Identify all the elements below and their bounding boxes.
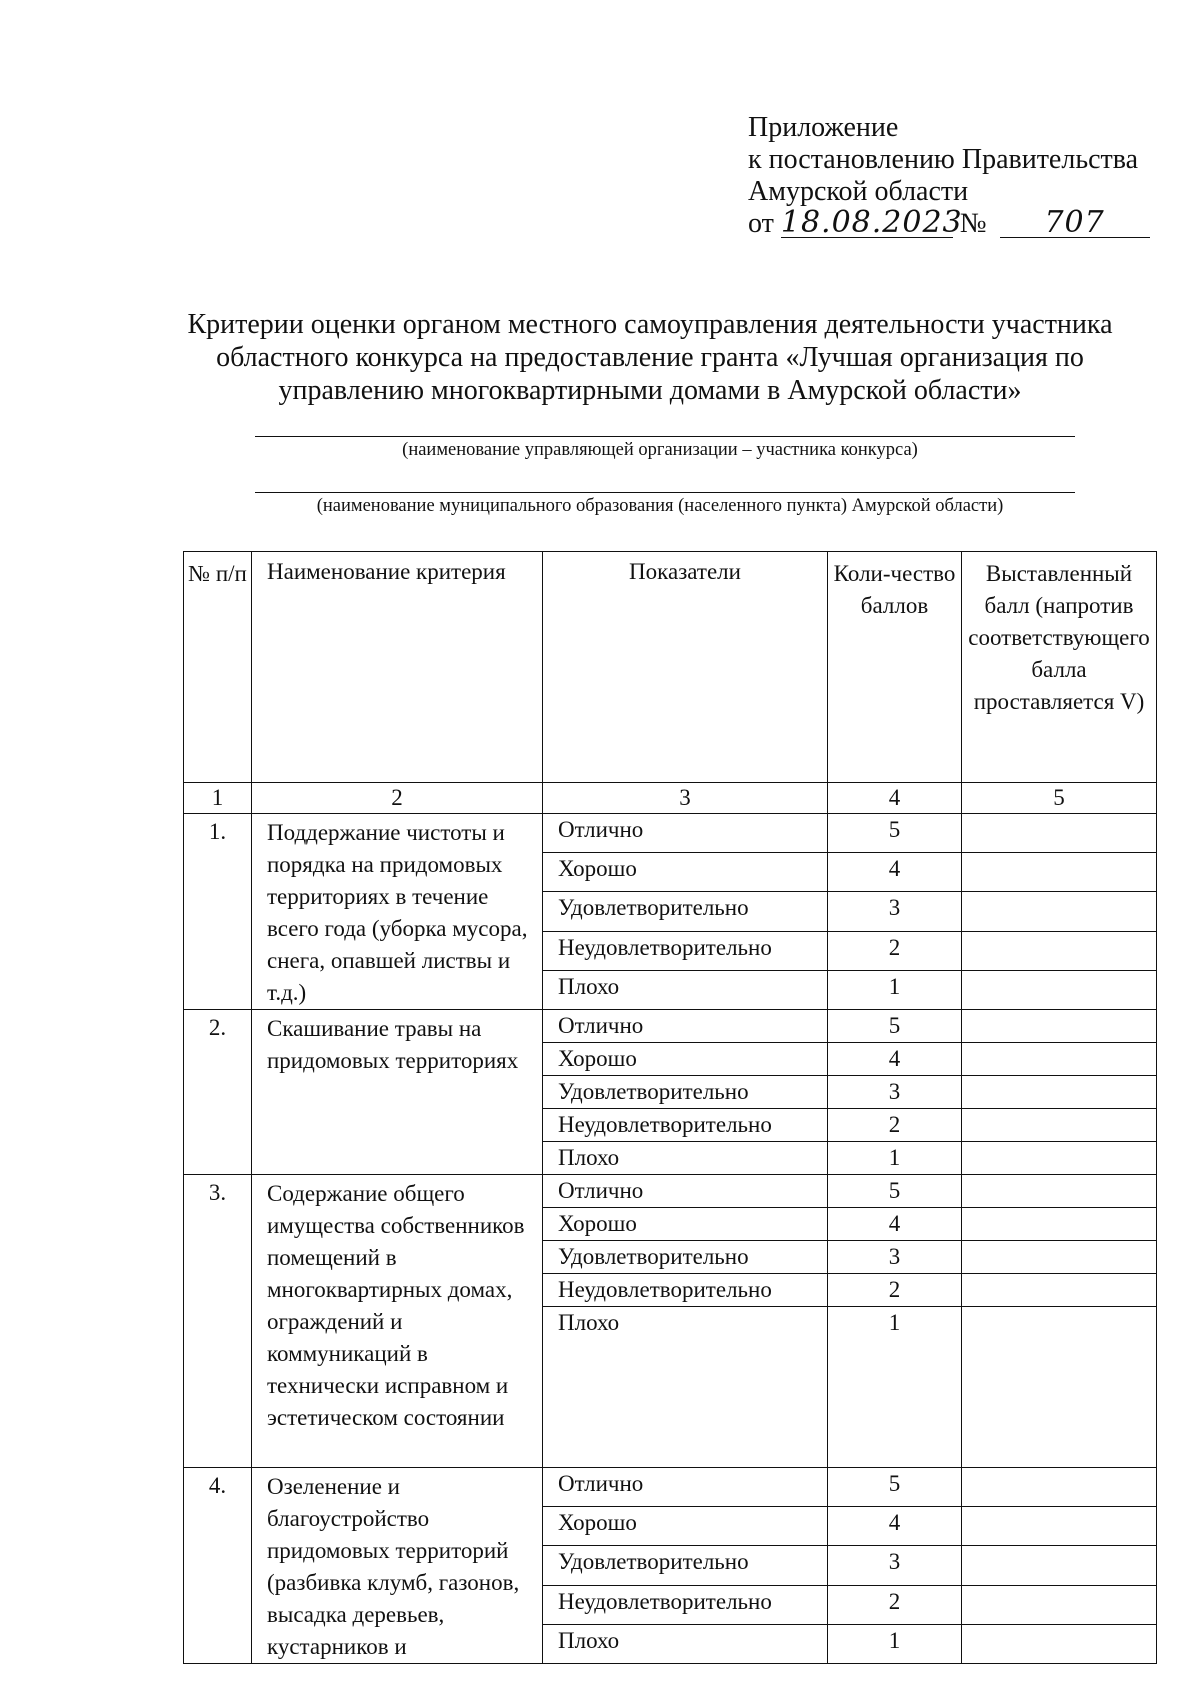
column-number: 2 — [252, 783, 543, 814]
points-value: 4 — [828, 1507, 962, 1546]
indicator-label: Неудовлетворительно — [543, 931, 828, 970]
criterion-name: Озеленение и благоустройство придомовых территорий (разбивка клумб, газонов, высадка деревьев, кустарников и — [252, 1468, 543, 1664]
points-value: 1 — [828, 1307, 962, 1468]
criterion-number: 4. — [184, 1468, 252, 1664]
indicator-label: Плохо — [543, 1142, 828, 1175]
mark-cell[interactable] — [962, 814, 1157, 853]
points-value: 1 — [828, 1624, 962, 1663]
mark-cell[interactable] — [962, 1624, 1157, 1663]
mark-cell[interactable] — [962, 1043, 1157, 1076]
points-value: 5 — [828, 1175, 962, 1208]
points-value: 3 — [828, 1546, 962, 1585]
mark-cell[interactable] — [962, 1546, 1157, 1585]
points-value: 3 — [828, 892, 962, 931]
points-value: 2 — [828, 1109, 962, 1142]
mark-cell[interactable] — [962, 1175, 1157, 1208]
points-value: 5 — [828, 1010, 962, 1043]
municipality-name-line — [255, 492, 1075, 493]
table-row — [184, 1468, 1157, 1507]
points-value: 4 — [828, 1208, 962, 1241]
mark-cell[interactable] — [962, 1307, 1157, 1468]
mark-cell[interactable] — [962, 1076, 1157, 1109]
indicator-label: Хорошо — [543, 1507, 828, 1546]
indicator-label: Хорошо — [543, 853, 828, 892]
table-row — [184, 814, 1157, 853]
table-row — [184, 1175, 1157, 1208]
indicator-label: Отлично — [543, 1010, 828, 1043]
mark-cell[interactable] — [962, 1585, 1157, 1624]
points-value: 5 — [828, 814, 962, 853]
annex-from-label: от — [748, 208, 774, 239]
title-line-3: управлению многоквартирными домами в Амурской области» — [278, 375, 1022, 406]
annex-block — [748, 112, 1168, 240]
points-value: 2 — [828, 931, 962, 970]
points-value: 3 — [828, 1076, 962, 1109]
indicator-label: Плохо — [543, 1307, 828, 1468]
indicator-label: Отлично — [543, 1175, 828, 1208]
points-value: 2 — [828, 1274, 962, 1307]
column-number: 1 — [184, 783, 252, 814]
indicator-label: Хорошо — [543, 1208, 828, 1241]
mark-cell[interactable] — [962, 853, 1157, 892]
annex-date: 18.08.2023 — [780, 205, 963, 240]
indicator-label: Удовлетворительно — [543, 1546, 828, 1585]
indicator-label: Отлично — [543, 814, 828, 853]
indicator-label: Удовлетворительно — [543, 1076, 828, 1109]
annex-line-3: Амурской области — [748, 176, 969, 207]
mark-cell[interactable] — [962, 1010, 1157, 1043]
header-indicators: Показатели — [543, 552, 828, 783]
points-value: 4 — [828, 853, 962, 892]
annex-line-2: к постановлению Правительства — [748, 144, 1139, 175]
header-name: Наименование критерия — [252, 552, 543, 783]
org-name-line — [255, 436, 1075, 437]
points-value: 3 — [828, 1241, 962, 1274]
points-value: 1 — [828, 970, 962, 1009]
column-number: 5 — [962, 783, 1157, 814]
indicator-label: Удовлетворительно — [543, 892, 828, 931]
indicator-label: Плохо — [543, 970, 828, 1009]
annex-number: 707 — [1000, 209, 1150, 238]
annex-title: Приложение — [748, 112, 899, 143]
title-line-2: областного конкурса на предоставление гранта «Лучшая организация по — [216, 342, 1084, 373]
criteria-table — [183, 551, 1157, 1664]
org-name-caption: (наименование управляющей организации – участника конкурса) — [402, 440, 918, 460]
municipality-caption: (наименование муниципального образования (населенного пункта) Амурской области) — [316, 496, 1004, 516]
mark-cell[interactable] — [962, 1507, 1157, 1546]
mark-cell[interactable] — [962, 970, 1157, 1009]
mark-cell[interactable] — [962, 1274, 1157, 1307]
table-header-row — [184, 552, 1157, 783]
column-number: 3 — [543, 783, 828, 814]
annex-number-label: № — [959, 208, 987, 239]
indicator-label: Неудовлетворительно — [543, 1585, 828, 1624]
document-title — [150, 308, 1150, 407]
criterion-name: Содержание общего имущества собственников помещений в многоквартирных домах, ограждений и коммуникаций в технически исправном и эстетическом состоянии — [252, 1175, 543, 1468]
points-value: 4 — [828, 1043, 962, 1076]
mark-cell[interactable] — [962, 1109, 1157, 1142]
indicator-label: Плохо — [543, 1624, 828, 1663]
mark-cell[interactable] — [962, 1208, 1157, 1241]
mark-cell[interactable] — [962, 931, 1157, 970]
header-no: № п/п — [184, 552, 252, 783]
criterion-name: Поддержание чистоты и порядка на придомовых территориях в течение всего года (уборка мусора, снега, опавшей листвы и т.д.) — [252, 814, 543, 1010]
column-number: 4 — [828, 783, 962, 814]
mark-cell[interactable] — [962, 1468, 1157, 1507]
header-mark: Выставленный балл (напротив соответствующего балла проставляется V) — [962, 552, 1157, 783]
criterion-number: 1. — [184, 814, 252, 1010]
indicator-label: Неудовлетворительно — [543, 1274, 828, 1307]
points-value: 2 — [828, 1585, 962, 1624]
criterion-number: 2. — [184, 1010, 252, 1175]
points-value: 5 — [828, 1468, 962, 1507]
criterion-name: Скашивание травы на придомовых территориях — [252, 1010, 543, 1175]
mark-cell[interactable] — [962, 1241, 1157, 1274]
header-points: Коли-чество баллов — [828, 552, 962, 783]
criterion-number: 3. — [184, 1175, 252, 1468]
indicator-label: Неудовлетворительно — [543, 1109, 828, 1142]
mark-cell[interactable] — [962, 892, 1157, 931]
mark-cell[interactable] — [962, 1142, 1157, 1175]
annex-date-line — [748, 205, 1168, 240]
indicator-label: Хорошо — [543, 1043, 828, 1076]
table-row — [184, 1010, 1157, 1043]
column-number-row — [184, 783, 1157, 814]
indicator-label: Удовлетворительно — [543, 1241, 828, 1274]
points-value: 1 — [828, 1142, 962, 1175]
indicator-label: Отлично — [543, 1468, 828, 1507]
title-line-1: Критерии оценки органом местного самоуправления деятельности участника — [187, 309, 1113, 340]
